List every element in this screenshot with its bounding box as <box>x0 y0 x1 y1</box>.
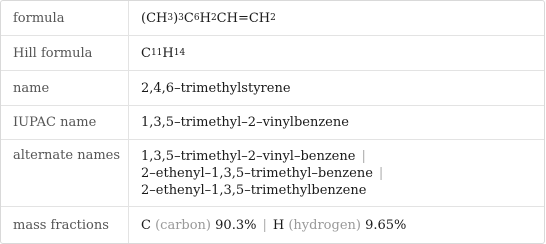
name-value: 2,4,6–trimethylstyrene <box>141 80 291 96</box>
formula-part: C <box>183 10 194 26</box>
carbon-name: (carbon) <box>155 217 212 233</box>
formula-sub: 2 <box>210 13 217 23</box>
formula-value <box>129 1 544 35</box>
alternate-names-value <box>129 140 544 206</box>
formula-label: formula <box>1 1 129 35</box>
separator: | <box>378 166 384 181</box>
alternate-name-line <box>141 182 366 199</box>
formula-sub: 6 <box>193 13 200 23</box>
hill-sub: 11 <box>150 48 163 58</box>
alternate-names-row <box>1 139 544 206</box>
iupac-name-row <box>1 105 544 139</box>
alternate-name: 2–ethenyl–1,3,5–trimethylbenzene <box>141 183 367 198</box>
formula-sub: 2 <box>270 13 276 23</box>
formula-sub: 3 <box>178 13 184 23</box>
formula-part: H <box>199 10 211 26</box>
hydrogen-fraction: 9.65% <box>365 217 407 233</box>
formula-part: (CH <box>141 10 168 26</box>
name-row <box>1 70 544 105</box>
separator: | <box>361 149 366 164</box>
hill-part: H <box>162 45 174 61</box>
name-label: name <box>1 71 129 105</box>
formula-sub: 3 <box>167 13 174 23</box>
alternate-name-line <box>141 165 389 182</box>
hydrogen-symbol: H <box>272 217 285 233</box>
mass-fractions-label: mass fractions <box>1 207 129 243</box>
formula-row <box>1 1 544 35</box>
carbon-symbol: C <box>141 217 151 233</box>
carbon-fraction: 90.3% <box>215 217 257 233</box>
alternate-name: 1,3,5–trimethyl–2–vinyl–benzene <box>141 149 356 164</box>
iupac-name-label: IUPAC name <box>1 106 129 139</box>
hill-sub: 14 <box>173 48 186 58</box>
formula-part: CH=CH <box>216 10 271 26</box>
alternate-names-label: alternate names <box>1 140 129 206</box>
hill-formula-row <box>1 35 544 70</box>
separator: | <box>262 217 267 233</box>
alternate-name: 2–ethenyl–1,3,5–trimethyl–benzene <box>141 166 373 181</box>
hill-part: C <box>141 45 151 61</box>
hill-formula-value <box>129 36 544 70</box>
mass-fractions-row <box>1 206 544 243</box>
formula-part: ) <box>173 10 179 26</box>
hill-formula-label: Hill formula <box>1 36 129 70</box>
alternate-name-line <box>141 148 372 165</box>
hydrogen-name: (hydrogen) <box>288 217 361 233</box>
mass-fractions-value <box>129 207 544 243</box>
iupac-name-value: 1,3,5–trimethyl–2–vinylbenzene <box>141 115 349 130</box>
